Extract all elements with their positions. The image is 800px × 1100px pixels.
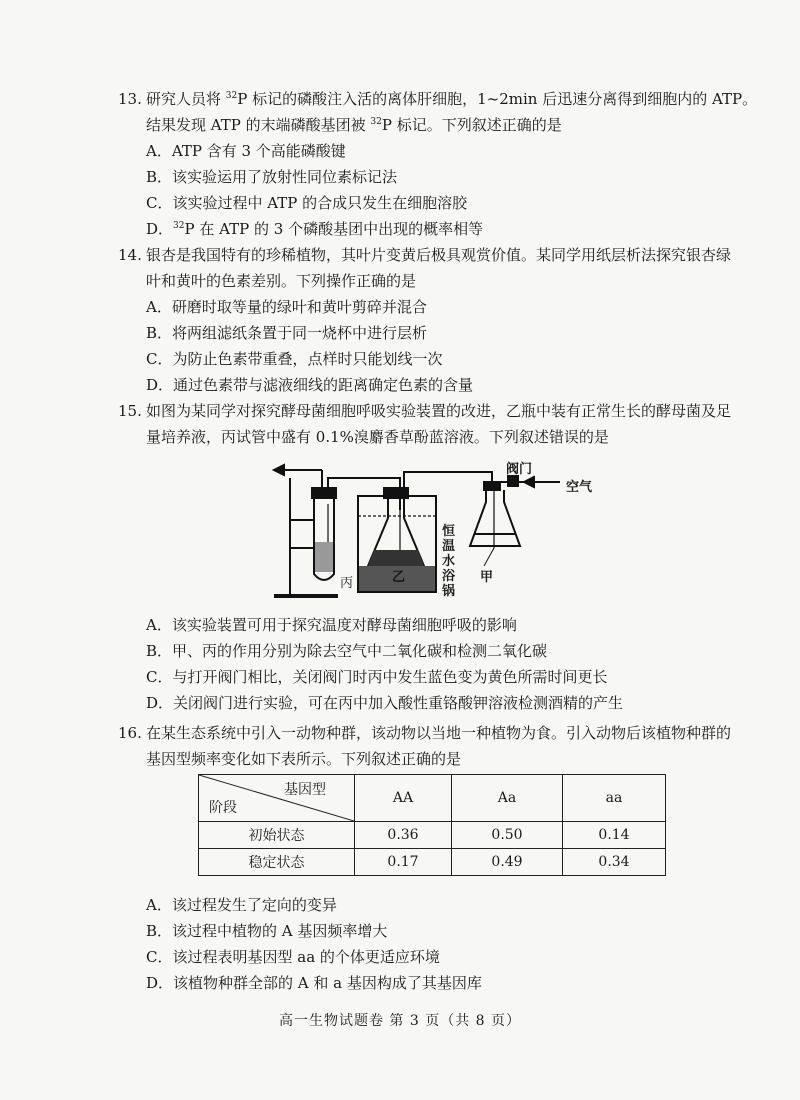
valve-label: 阀门: [506, 462, 533, 477]
question-number: 15.: [118, 402, 142, 420]
table-cell: 0.49: [452, 849, 563, 876]
table-header-cell: Aa: [452, 775, 563, 822]
question-16: [118, 720, 748, 772]
option-b: B．将两组滤纸条置于同一烧杯中进行层析: [146, 324, 428, 342]
table-cell: 0.36: [355, 822, 452, 849]
question-stem: [118, 720, 748, 772]
flask-yi-label: 乙: [392, 570, 406, 585]
stem-line: 叶和黄叶的色素差别。下列操作正确的是: [146, 272, 417, 290]
apparatus-figure: [270, 462, 610, 612]
table-header-cell: AA: [355, 775, 452, 822]
option-b: B．该过程中植物的 A 基因频率增大: [146, 922, 388, 940]
option-d: D．$^{32}$P 在 ATP 的 3 个磷酸基团中出现的概率相等: [146, 220, 484, 238]
question-stem: [118, 398, 748, 450]
genotype-frequency-table: [198, 774, 666, 876]
option-c: C．为防止色素带重叠，点样时只能划线一次: [146, 350, 443, 368]
option-c: C．该过程表明基因型 aa 的个体更适应环境: [146, 948, 440, 966]
stem-line: 银杏是我国特有的珍稀植物，其叶片变黄后极具观赏价值。某同学用纸层析法探究银杏绿: [146, 246, 732, 264]
option-a: A．研磨时取等量的绿叶和黄叶剪碎并混合: [146, 298, 427, 316]
question-13: [118, 86, 758, 138]
option-b: B．甲、丙的作用分别为除去空气中二氧化碳和检测二氧化碳: [146, 642, 548, 660]
table-cell: 0.50: [452, 822, 563, 849]
option-a: A．ATP 含有 3 个高能磷酸键: [146, 142, 346, 160]
stem-line: 研究人员将 $^{32}$P 标记的磷酸注入活的离体肝细胞，1~2min 后迅速分离得到细胞内的 ATP。: [146, 90, 758, 108]
question-15: [118, 398, 748, 450]
stem-line: 量培养液，丙试管中盛有 0.1%溴麝香草酚蓝溶液。下列叙述错误的是: [146, 428, 609, 446]
corner-bottom-label: 阶段: [209, 800, 237, 816]
table-cell: 0.14: [563, 822, 666, 849]
table-header-row: [199, 775, 666, 822]
corner-top-label: 基因型: [284, 782, 326, 798]
question-stem: [118, 242, 748, 294]
option-c: C．该实验过程中 ATP 的合成只发生在细胞溶胶: [146, 194, 468, 212]
page-footer: 高一生物试题卷 第 3 页（共 8 页）: [278, 1013, 522, 1029]
option-d: D．关闭阀门进行实验，可在丙中加入酸性重铬酸钾溶液检测酒精的产生: [146, 694, 624, 712]
table-stage-cell: 稳定状态: [199, 849, 355, 876]
question-14: [118, 242, 748, 294]
stem-line: 结果发现 ATP 的末端磷酸基团被 $^{32}$P 标记。下列叙述正确的是: [146, 116, 562, 134]
apparatus-drawing: [270, 462, 610, 612]
question-number: 13.: [118, 90, 142, 108]
option-a: A．该过程发生了定向的变异: [146, 896, 337, 914]
table-corner-cell: [199, 775, 355, 822]
option-c: C．与打开阀门相比，关闭阀门时丙中发生蓝色变为黄色所需时间更长: [146, 668, 608, 686]
stem-line: 如图为某同学对探究酵母菌细胞呼吸实验装置的改进，乙瓶中装有正常生长的酵母菌及足: [146, 402, 732, 420]
option-d: D．该植物种群全部的 A 和 a 基因构成了其基因库: [146, 974, 482, 992]
table-row: [199, 822, 666, 849]
option-b: B．该实验运用了放射性同位素标记法: [146, 168, 398, 186]
flask-jia-label: 甲: [480, 570, 494, 585]
option-d: D．通过色素带与滤液细线的距离确定色素的含量: [146, 376, 474, 394]
water-bath-label: 恒 温 水 浴 锅: [442, 524, 456, 599]
stem-line: 在某生态系统中引入一动物种群，该动物以当地一种植物为食。引入动物后该植物种群的: [146, 724, 732, 742]
table-stage-cell: 初始状态: [199, 822, 355, 849]
option-a: A．该实验装置可用于探究温度对酵母菌细胞呼吸的影响: [146, 616, 517, 634]
question-number: 14.: [118, 246, 142, 264]
table-header-cell: aa: [563, 775, 666, 822]
table-cell: 0.34: [563, 849, 666, 876]
question-stem: [118, 86, 758, 138]
air-label: 空气: [566, 480, 593, 495]
table-row: [199, 849, 666, 876]
tube-bing-label: 丙: [340, 576, 354, 591]
stem-line: 基因型频率变化如下表所示。下列叙述正确的是: [146, 750, 462, 768]
table-cell: 0.17: [355, 849, 452, 876]
question-number: 16.: [118, 724, 142, 742]
